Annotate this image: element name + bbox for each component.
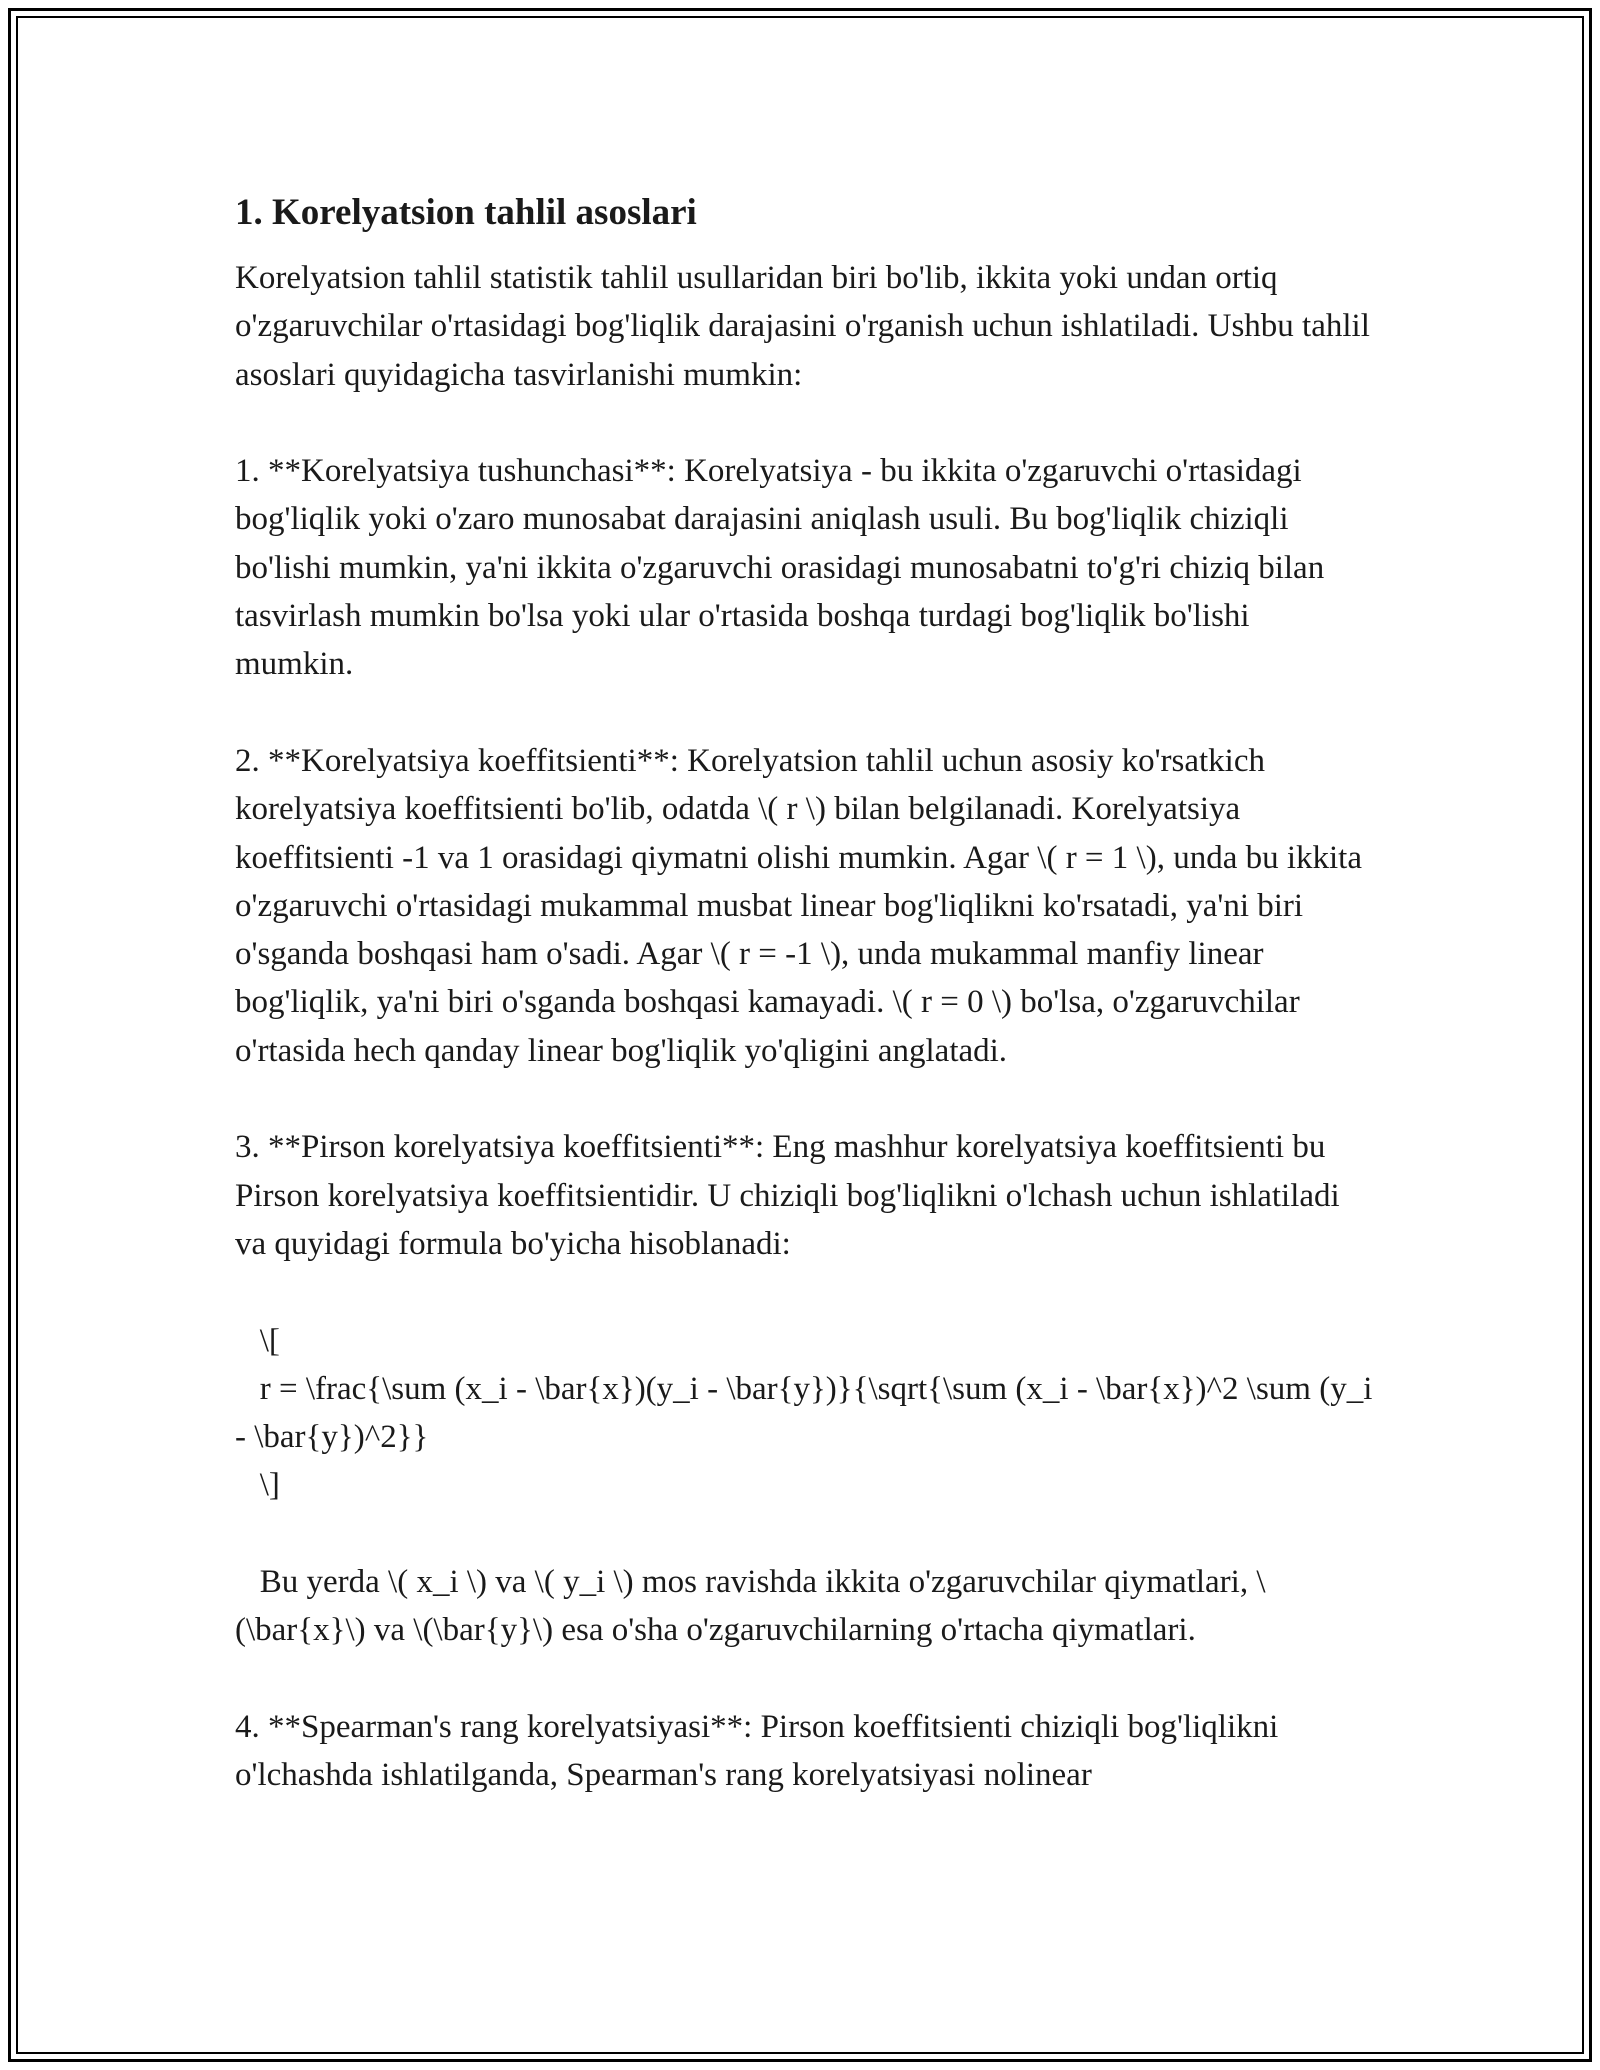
intro-paragraph: Korelyatsion tahlil statistik tahlil usullaridan biri bo'lib, ikkita yoki undan ortiq o'zgaruvchilar o'rtasidagi bog'liqlik darajasini o'rganish uchun ishlatiladi. Ushbu tahlil asoslari quyidagicha tasvirlanishi mumkin: (235, 260, 1379, 393)
document-body (235, 188, 1379, 1800)
formula-note: Bu yerda \( x_i \) va \( y_i \) mos ravishda ikkita o'zgaruvchilar qiymatlari, \(\bar{x}\) va \(\bar{y}\) esa o'sha o'zgaruvchilarning o'rtacha qiymatlari. (235, 1564, 1266, 1649)
list-item-4: 4. **Spearman's rang korelyatsiyasi**: Pirson koeffitsienti chiziqli bog'liqlikni o'lchashda ishlatilganda, Spearman's rang korelyatsiyasi nolinear (235, 1708, 1287, 1794)
list-item-1: 1. **Korelyatsiya tushunchasi**: Korelyatsiya - bu ikkita o'zgaruvchi o'rtasidagi bog'liqlik yoki o'zaro munosabat darajasini aniqlash usuli. Bu bog'liqlik chiziqli bo'lishi mumkin, ya'ni ikkita o'zgaruvchi orasidagi munosabatni to'g'ri chiziq bilan tasvirlash mumkin bo'lsa yoki ular o'rtasida boshqa turdagi bog'liqlik bo'lishi mumkin. (235, 453, 1333, 683)
section-heading: 1. Korelyatsion tahlil asoslari (235, 192, 697, 233)
list-item-3: 3. **Pirson korelyatsiya koeffitsienti**: Eng mashhur korelyatsiya koeffitsienti bu Pirson korelyatsiya koeffitsientidir. U chiziqli bog'liqlikni o'lchash uchun ishlatiladi va quyidagi formula bo'yicha hisoblanadi: (235, 1129, 1348, 1262)
pearson-formula: \[ r = \frac{\sum (x_i - \bar{x})(y_i - \bar{y})}{\sqrt{\sum (x_i - \bar{x})^2 \sum (y_i - \bar{y})^2}} \] (235, 1322, 1373, 1504)
list-item-2: 2. **Korelyatsiya koeffitsienti**: Korelyatsion tahlil uchun asosiy ko'rsatkich korelyatsiya koeffitsienti bo'lib, odatda \( r \) bilan belgilanadi. Korelyatsiya koeffitsienti -1 va 1 orasidagi qiymatni olishi mumkin. Agar \( r = 1 \), unda bu ikkita o'zgaruvchi o'rtasidagi mukammal musbat linear bog'liqlikni ko'rsatadi, ya'ni biri o'sganda boshqasi ham o'sadi. Agar \( r = -1 \), unda mukammal manfiy linear bog'liqlik, ya'ni biri o'sganda boshqasi kamayadi. \( r = 0 \) bo'lsa, o'zgaruvchilar o'rtasida hech qanday linear bog'liqlik yo'qligini anglatadi. (235, 742, 1371, 1069)
